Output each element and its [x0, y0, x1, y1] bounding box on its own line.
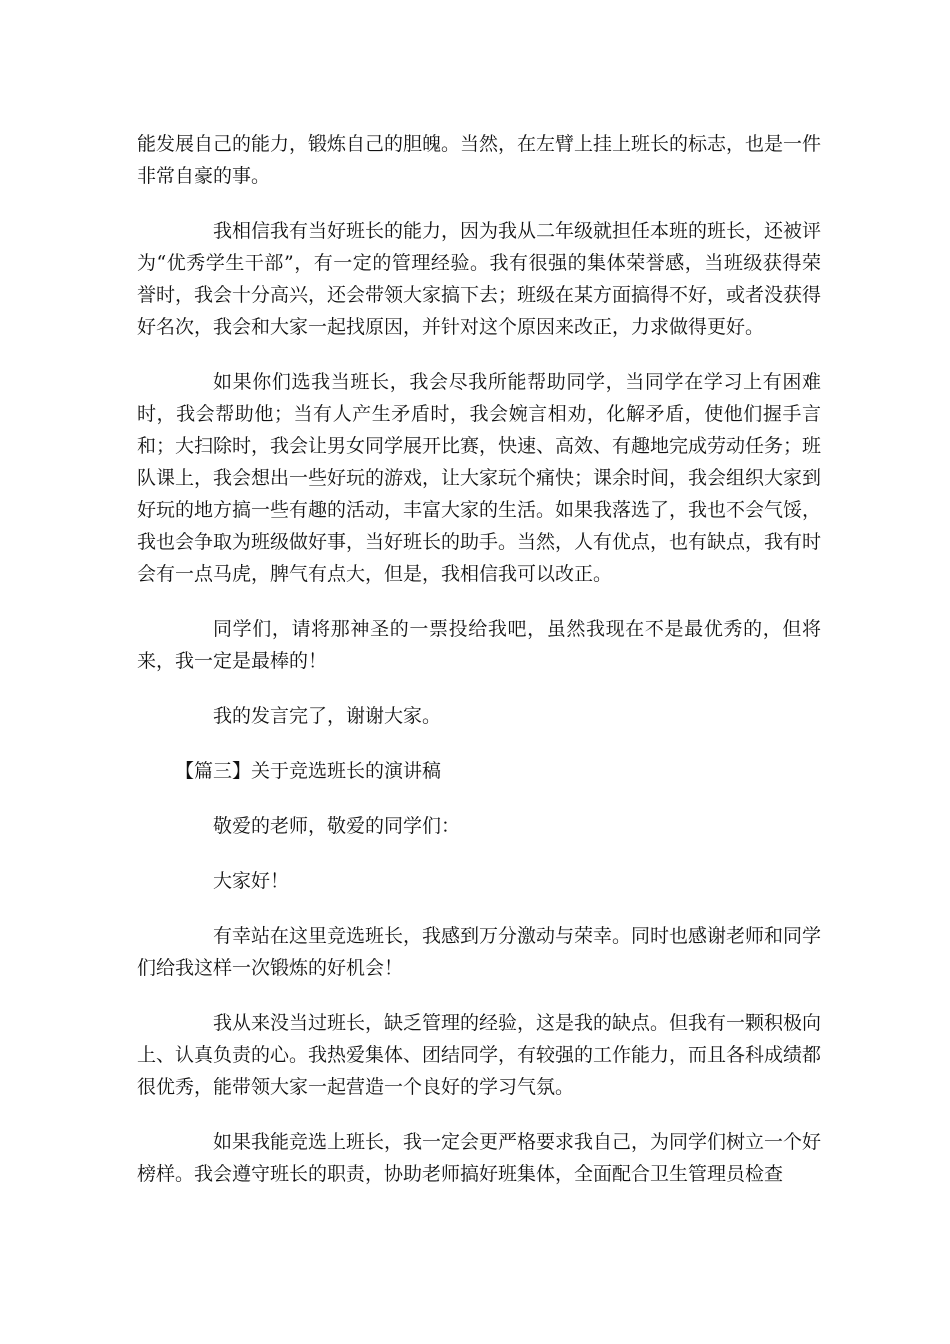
paragraph-closing: 我的发言完了，谢谢大家。 — [213, 705, 442, 727]
paragraph-self-assessment: 我从来没当过班长，缺乏管理的经验，这是我的缺点。但我有一颗积极向上、认真负责的心。我热爱集体、团结同学，有较强的工作能力，而且各科成绩都很优秀，能带领大家一起营造一个良好的学习气氛。 — [137, 1012, 822, 1098]
paragraph-greeting: 大家好！ — [213, 870, 290, 892]
paragraph-leadership-ability: 我相信我有当好班长的能力，因为我从二年级就担任本班的班长，还被评为“优秀学生干部”，有一定的管理经验。我有很强的集体荣誉感，当班级获得荣誉时，我会十分高兴，还会带领大家搞下去；班级在某方面搞得不好，或者没获得好名次，我会和大家一起找原因，并针对这个原因来改正，力求做得更好。 — [137, 220, 822, 338]
paragraph-thanks: 有幸站在这里竞选班长，我感到万分激动与荣幸。同时也感谢老师和同学们给我这样一次锻炼的好机会！ — [137, 925, 822, 979]
paragraph-continuation: 能发展自己的能力，锻炼自己的胆魄。当然，在左臂上挂上班长的标志，也是一件非常自豪的事。 — [137, 133, 822, 187]
paragraph-commitment: 如果我能竞选上班长，我一定会更严格要求我自己，为同学们树立一个好榜样。我会遵守班长的职责，协助老师搞好班集体，全面配合卫生管理员检查 — [137, 1131, 822, 1185]
paragraph-vote-appeal: 同学们，请将那神圣的一票投给我吧，虽然我现在不是最优秀的，但将来，我一定是最棒的！ — [137, 618, 821, 672]
section-heading: 【篇三】关于竞选班长的演讲稿 — [175, 760, 442, 782]
paragraph-salutation: 敬爱的老师，敬爱的同学们： — [213, 815, 461, 837]
document-page — [137, 128, 821, 1213]
paragraph-campaign-promises: 如果你们选我当班长，我会尽我所能帮助同学，当同学在学习上有困难时，我会帮助他；当有人产生矛盾时，我会婉言相劝，化解矛盾，使他们握手言和；大扫除时，我会让男女同学展开比赛，快速、高效、有趣地完成劳动任务；班队课上，我会想出一些好玩的游戏，让大家玩个痛快；课余时间，我会组织大家到好玩的地方搞一些有趣的活动，丰富大家的生活。如果我落选了，我也不会气馁，我也会争取为班级做好事，当好班长的助手。当然，人有优点，也有缺点，我有时会有一点马虎，脾气有点大，但是，我相信我可以改正。 — [137, 371, 822, 585]
